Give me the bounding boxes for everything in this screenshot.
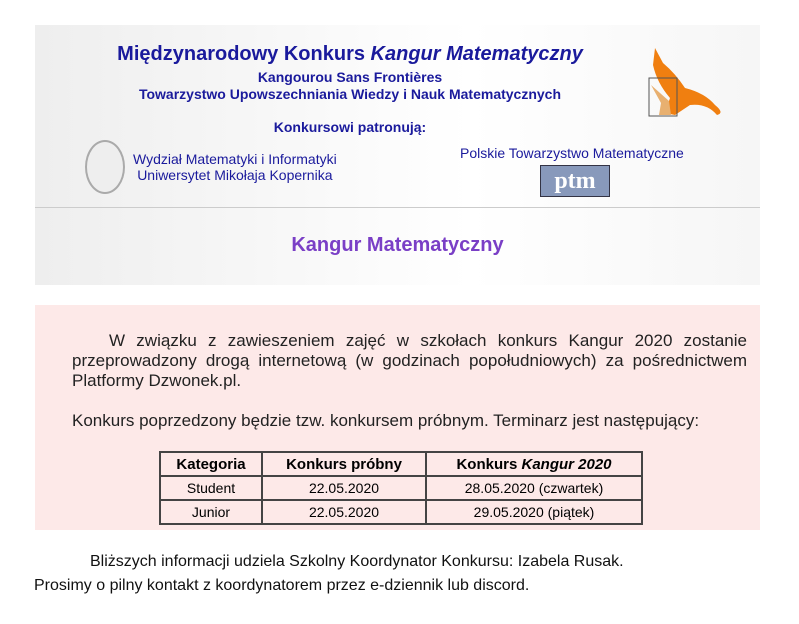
col-header-italic: Kangur 2020 [521, 455, 612, 473]
table-header-row [160, 452, 642, 476]
divider [35, 207, 760, 208]
col-header [426, 452, 642, 476]
cell: 22.05.2020 [262, 500, 426, 524]
schedule-table [159, 451, 643, 525]
title-text: Międzynarodowy Konkurs [117, 43, 371, 65]
cell: 28.05.2020 (czwartek) [426, 476, 642, 500]
cell: 29.05.2020 (piątek) [426, 500, 642, 524]
footer-line-1: Bliższych informacji udziela Szkolny Koordynator Konkursu: Izabela Rusak. [90, 553, 624, 570]
title-italic: Kangur Matematyczny [370, 43, 583, 65]
kangaroo-logo-icon [645, 43, 725, 118]
patron-umk-line2: Uniwersytet Mikołaja Kopernika [137, 167, 333, 183]
patron-umk-line1: Wydział Matematyki i Informatyki [133, 151, 337, 167]
page-subtitle: Kangur Matematyczny [291, 234, 504, 256]
table-row [160, 500, 642, 524]
table-row [160, 476, 642, 500]
university-seal-icon [85, 140, 125, 194]
notice-paragraph-1: W związku z zawieszeniem zajęć w szkołach konkurs Kangur 2020 zostanie przeprowadzony drogą internetową (w godzinach popołudniowych) za pośrednictwem Platformy Dzwonek.pl. [72, 331, 747, 390]
org-line-1: Kangourou Sans Frontières [257, 69, 443, 85]
footer-line-2: Prosimy o pilny kontakt z koordynatorem przez e-dziennik lub discord. [34, 577, 530, 594]
ptm-logo: ptm [540, 165, 610, 197]
contest-title [35, 43, 665, 66]
org-line-2: Towarzystwo Upowszechniania Wiedzy i Nauk Matematycznych [138, 86, 562, 102]
col-header: Kategoria [160, 452, 262, 476]
patron-ptm[interactable]: Polskie Towarzystwo Matematyczne [460, 145, 684, 161]
col-header-text: Konkurs [456, 455, 522, 473]
patrons-label: Konkursowi patronują: [273, 119, 427, 135]
col-header: Konkurs próbny [262, 452, 426, 476]
notice-paragraph-2: Konkurs poprzedzony będzie tzw. konkursem próbnym. Terminarz jest następujący: [72, 411, 700, 430]
cell: Student [160, 476, 262, 500]
cell: Junior [160, 500, 262, 524]
header-banner [35, 25, 760, 285]
cell: 22.05.2020 [262, 476, 426, 500]
patron-umk[interactable] [133, 151, 337, 183]
notice-box [35, 305, 760, 530]
